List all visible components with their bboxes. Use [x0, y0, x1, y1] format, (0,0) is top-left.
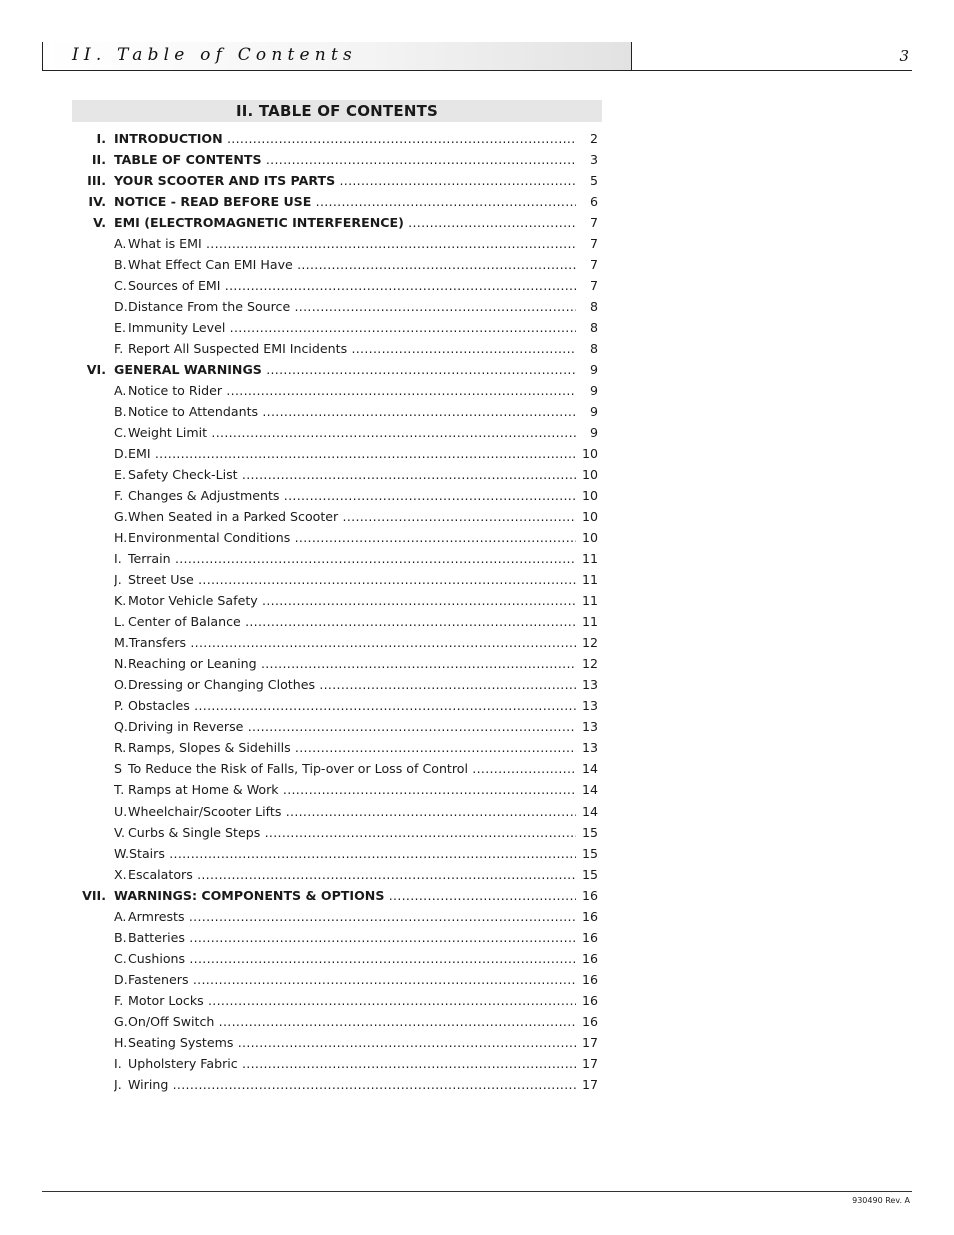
toc-entry-text: Terrain: [128, 551, 171, 567]
toc-entry-text: Driving in Reverse: [128, 719, 244, 735]
toc-page-number: 11: [581, 593, 598, 609]
toc-entry-title: [114, 885, 576, 906]
header-divider: [631, 42, 632, 70]
toc-entry-letter: K.: [114, 593, 127, 609]
toc-entry-letter: X.: [114, 866, 127, 882]
toc-entry-letter: G.: [114, 1013, 128, 1029]
toc-page-number: 7: [589, 256, 598, 272]
toc-entry-text: Transfers: [128, 635, 187, 651]
toc-entry-title: [114, 948, 576, 969]
toc-subsection-row: [72, 737, 602, 758]
toc-page-number: 14: [581, 761, 598, 777]
toc-entry-title: [114, 212, 576, 233]
toc-section-number: IV.: [88, 193, 106, 209]
toc-subsection-row: [72, 296, 602, 317]
toc-page-number: 7: [589, 235, 598, 251]
toc-entry-title: [114, 149, 576, 170]
toc-entry-title: [114, 1074, 576, 1095]
page-number: 3: [899, 47, 909, 65]
toc-section-row: [72, 191, 602, 212]
toc-subsection-row: [72, 927, 602, 948]
toc-page-number: 11: [581, 614, 598, 630]
toc-subsection-row: [72, 1032, 602, 1053]
toc-page-number: 8: [589, 298, 598, 314]
toc-entry-title: [114, 527, 576, 548]
toc-page-number: 16: [581, 929, 598, 945]
toc-entry-text: Notice to Rider: [128, 382, 223, 398]
toc-page-number: 13: [581, 698, 598, 714]
toc-section-row: [72, 170, 602, 191]
toc-entry-letter: E.: [114, 319, 126, 335]
toc-page-number: 8: [589, 319, 598, 335]
toc-page-number: 7: [589, 214, 598, 230]
toc-section-number: I.: [96, 130, 106, 146]
toc-entry-text: To Reduce the Risk of Falls, Tip-over or Loss of Control: [128, 761, 468, 777]
toc-entry-text: Fasteners: [128, 971, 189, 987]
toc-entry-title: [114, 443, 576, 464]
toc-entry-letter: O.: [114, 677, 128, 693]
toc-entry-text: Wiring: [128, 1076, 169, 1092]
toc-entry-title: [114, 338, 576, 359]
toc-page-number: 16: [581, 950, 598, 966]
toc-entry-letter: B.: [114, 929, 127, 945]
toc-page-number: 7: [589, 277, 598, 293]
toc-subsection-row: [72, 864, 602, 885]
toc-entry-letter: J.: [114, 572, 122, 588]
toc-section-number: II.: [91, 151, 106, 167]
toc-entry-letter: H.: [114, 1034, 128, 1050]
toc-entry-letter: C.: [114, 424, 127, 440]
toc-page-number: 12: [581, 635, 598, 651]
toc-entry-title: [114, 990, 576, 1011]
toc-entry-text: Motor Vehicle Safety: [128, 593, 258, 609]
toc-page-number: 15: [581, 866, 598, 882]
toc-page-number: 2: [589, 130, 598, 146]
toc-entry-title: [114, 275, 576, 296]
toc-subsection-row: [72, 969, 602, 990]
toc-subsection-row: [72, 632, 602, 653]
toc-subsection-row: [72, 1074, 602, 1095]
toc-section-row: [72, 885, 602, 906]
toc-entry-title: [114, 464, 576, 485]
toc-page-number: 16: [581, 908, 598, 924]
toc-entry-letter: L.: [114, 614, 126, 630]
toc-entry-text: Reaching or Leaning: [128, 656, 257, 672]
toc-entry-letter: Q.: [114, 719, 128, 735]
toc-entry-text: GENERAL WARNINGS: [114, 361, 262, 377]
toc-subsection-row: [72, 464, 602, 485]
toc-entry-title: [114, 233, 576, 254]
toc-subsection-row: [72, 401, 602, 422]
running-header-title: II. Table of Contents: [72, 45, 357, 65]
toc-entry-text: Upholstery Fabric: [128, 1055, 238, 1071]
toc-entry-letter: I.: [114, 551, 122, 567]
toc-entry-title: [114, 779, 576, 800]
toc-subsection-row: [72, 779, 602, 800]
toc-page-number: 13: [581, 719, 598, 735]
toc-page-number: 10: [581, 445, 598, 461]
toc-page-number: 6: [589, 193, 598, 209]
toc-entry-title: [114, 191, 576, 212]
toc-page-number: 17: [581, 1034, 598, 1050]
toc-page-number: 9: [589, 403, 598, 419]
toc-entry-title: [114, 611, 576, 632]
toc-subsection-row: [72, 317, 602, 338]
toc-entry-text: Cushions: [128, 950, 186, 966]
toc-entry-title: [114, 632, 576, 653]
toc-entry-text: Distance From the Source: [128, 298, 291, 314]
toc-subsection-row: [72, 485, 602, 506]
toc-page-number: 16: [581, 971, 598, 987]
toc-entry-text: Center of Balance: [128, 614, 241, 630]
toc-page-number: 16: [581, 887, 598, 903]
toc-entry-text: What is EMI: [128, 235, 202, 251]
toc-entry-title: [114, 548, 576, 569]
footer-rule: [42, 1191, 912, 1192]
toc-subsection-row: [72, 822, 602, 843]
toc-entry-title: [114, 716, 576, 737]
toc-entry-text: Sources of EMI: [128, 277, 221, 293]
toc-entry-text: What Effect Can EMI Have: [128, 256, 293, 272]
toc-entry-title: [114, 170, 576, 191]
toc-page-number: 9: [589, 361, 598, 377]
toc-entry-title: [114, 128, 576, 149]
toc-entry-text: NOTICE - READ BEFORE USE: [114, 193, 312, 209]
toc-entry-text: Street Use: [128, 572, 194, 588]
toc-page-number: 14: [581, 803, 598, 819]
toc-entry-title: [114, 843, 576, 864]
toc-entry-letter: H.: [114, 530, 128, 546]
toc-subsection-row: [72, 443, 602, 464]
toc-page-number: 15: [581, 824, 598, 840]
toc-subsection-row: [72, 338, 602, 359]
toc-entry-title: [114, 254, 576, 275]
toc-entry-text: Seating Systems: [128, 1034, 234, 1050]
toc-entry-letter: U.: [114, 803, 128, 819]
toc-page-number: 9: [589, 424, 598, 440]
toc-subsection-row: [72, 948, 602, 969]
toc-entry-letter: A.: [114, 235, 127, 251]
toc-entry-title: [114, 317, 576, 338]
toc-page-number: 16: [581, 992, 598, 1008]
toc-entry-letter: F.: [114, 340, 124, 356]
toc-entry-text: Escalators: [128, 866, 193, 882]
toc-entry-letter: C.: [114, 950, 127, 966]
toc-entry-text: WARNINGS: COMPONENTS & OPTIONS: [114, 887, 385, 903]
toc-entry-letter: M.: [114, 635, 129, 651]
toc-entry-text: EMI: [128, 445, 151, 461]
toc-page-number: 13: [581, 740, 598, 756]
toc-page-number: 13: [581, 677, 598, 693]
toc-entry-letter: D.: [114, 445, 128, 461]
toc-entry-text: Ramps, Slopes & Sidehills: [128, 740, 291, 756]
toc-subsection-row: [72, 569, 602, 590]
toc-entry-text: Ramps at Home & Work: [128, 782, 279, 798]
toc-entry-letter: J.: [114, 1076, 122, 1092]
toc-entry-text: Stairs: [129, 845, 165, 861]
toc-subsection-row: [72, 254, 602, 275]
toc-subsection-row: [72, 695, 602, 716]
toc-subsection-row: [72, 674, 602, 695]
toc-subsection-row: [72, 611, 602, 632]
toc-entry-text: Obstacles: [128, 698, 190, 714]
toc-entry-letter: B.: [114, 403, 127, 419]
toc-entry-title: [114, 1032, 576, 1053]
toc-entry-letter: A.: [114, 382, 127, 398]
toc-section-number: VII.: [82, 887, 106, 903]
toc-entry-title: [114, 485, 576, 506]
toc-entry-text: Motor Locks: [128, 992, 204, 1008]
toc-entry-title: [114, 380, 576, 401]
toc-entry-title: [114, 569, 576, 590]
toc-entry-text: YOUR SCOOTER AND ITS PARTS: [114, 172, 336, 188]
toc-entry-letter: S: [114, 761, 122, 777]
toc-entry-letter: C.: [114, 277, 127, 293]
toc-subsection-row: [72, 527, 602, 548]
toc-page-number: 17: [581, 1055, 598, 1071]
toc-page-number: 17: [581, 1076, 598, 1092]
toc-page-number: 10: [581, 488, 598, 504]
toc-entry-letter: A.: [114, 908, 127, 924]
toc-entry-letter: P.: [114, 698, 124, 714]
toc-entry-title: [114, 801, 576, 822]
toc-page-number: 5: [589, 172, 598, 188]
header-rule: [42, 70, 912, 71]
toc-entry-title: [114, 822, 576, 843]
toc-page-number: 3: [589, 151, 598, 167]
toc-subsection-row: [72, 233, 602, 254]
toc-entry-letter: V.: [114, 824, 125, 840]
toc-section-number: VI.: [86, 361, 106, 377]
toc-entry-title: [114, 1053, 576, 1074]
toc-subsection-row: [72, 906, 602, 927]
toc-entry-letter: D.: [114, 298, 128, 314]
toc-entry-title: [114, 758, 576, 779]
toc-subsection-row: [72, 653, 602, 674]
toc-entry-text: Report All Suspected EMI Incidents: [128, 340, 348, 356]
toc-page-number: 9: [589, 382, 598, 398]
toc-entry-letter: F.: [114, 488, 124, 504]
toc-entry-text: Safety Check-List: [128, 467, 238, 482]
toc-entry-letter: D.: [114, 971, 128, 987]
toc-section-row: [72, 212, 602, 233]
toc-subsection-row: [72, 843, 602, 864]
toc-section-row: [72, 128, 602, 149]
toc-entry-text: Wheelchair/Scooter Lifts: [128, 803, 282, 819]
toc-entry-text: Notice to Attendants: [128, 403, 259, 419]
toc-entry-title: [114, 653, 576, 674]
toc-entry-title: [114, 674, 576, 695]
toc-page-number: 11: [581, 551, 598, 567]
toc-subsection-row: [72, 1011, 602, 1032]
toc-entry-letter: G.: [114, 509, 128, 525]
toc-page-number: 10: [581, 530, 598, 546]
toc-page-number: 15: [581, 845, 598, 861]
toc-entry-text: Dressing or Changing Clothes: [128, 677, 316, 693]
toc-subsection-row: [72, 990, 602, 1011]
section-heading: II. TABLE OF CONTENTS: [72, 100, 602, 122]
document-code: 930490 Rev. A: [852, 1196, 910, 1205]
toc-page-number: 8: [589, 340, 598, 356]
toc-entry-title: [114, 969, 576, 990]
toc-section-row: [72, 359, 602, 380]
table-of-contents: [72, 128, 602, 1095]
toc-subsection-row: [72, 422, 602, 443]
toc-entry-title: [114, 906, 576, 927]
toc-entry-title: [114, 506, 576, 527]
toc-subsection-row: [72, 1053, 602, 1074]
toc-section-number: III.: [87, 172, 106, 188]
toc-entry-text: Changes & Adjustments: [128, 488, 280, 504]
toc-subsection-row: [72, 801, 602, 822]
toc-entry-letter: N.: [114, 656, 128, 672]
toc-entry-letter: T.: [114, 782, 125, 798]
toc-subsection-row: [72, 548, 602, 569]
toc-entry-title: [114, 1011, 576, 1032]
toc-subsection-row: [72, 758, 602, 779]
toc-section-number: V.: [93, 214, 106, 230]
toc-entry-text: Environmental Conditions: [128, 530, 291, 546]
toc-entry-title: [114, 737, 576, 758]
toc-entry-text: INTRODUCTION: [114, 130, 223, 146]
toc-entry-title: [114, 695, 576, 716]
toc-page-number: 12: [581, 656, 598, 672]
toc-entry-text: On/Off Switch: [128, 1013, 215, 1029]
toc-entry-letter: E.: [114, 467, 126, 482]
toc-entry-letter: R.: [114, 740, 127, 756]
toc-entry-text: EMI (ELECTROMAGNETIC INTERFERENCE): [114, 214, 404, 230]
toc-entry-letter: I.: [114, 1055, 122, 1071]
toc-entry-letter: F.: [114, 992, 124, 1008]
toc-subsection-row: [72, 380, 602, 401]
toc-page-number: 10: [581, 467, 598, 482]
toc-entry-title: [114, 927, 576, 948]
toc-entry-text: Curbs & Single Steps: [128, 824, 261, 840]
toc-entry-text: Immunity Level: [128, 319, 226, 335]
toc-subsection-row: [72, 590, 602, 611]
toc-page-number: 14: [581, 782, 598, 798]
toc-entry-title: [114, 590, 576, 611]
toc-entry-text: Weight Limit: [128, 424, 208, 440]
toc-entry-title: [114, 864, 576, 885]
toc-subsection-row: [72, 716, 602, 737]
toc-entry-text: TABLE OF CONTENTS: [114, 151, 262, 167]
toc-entry-title: [114, 401, 576, 422]
toc-entry-letter: W.: [114, 845, 130, 861]
toc-entry-text: Armrests: [128, 908, 185, 924]
toc-page-number: 11: [581, 572, 598, 588]
toc-page-number: 16: [581, 1013, 598, 1029]
toc-entry-letter: B.: [114, 256, 127, 272]
toc-entry-text: When Seated in a Parked Scooter: [128, 509, 339, 525]
toc-entry-title: [114, 359, 576, 380]
toc-entry-title: [114, 422, 576, 443]
toc-section-row: [72, 149, 602, 170]
toc-page-number: 10: [581, 509, 598, 525]
toc-entry-title: [114, 296, 576, 317]
toc-entry-text: Batteries: [128, 929, 185, 945]
toc-subsection-row: [72, 506, 602, 527]
toc-subsection-row: [72, 275, 602, 296]
